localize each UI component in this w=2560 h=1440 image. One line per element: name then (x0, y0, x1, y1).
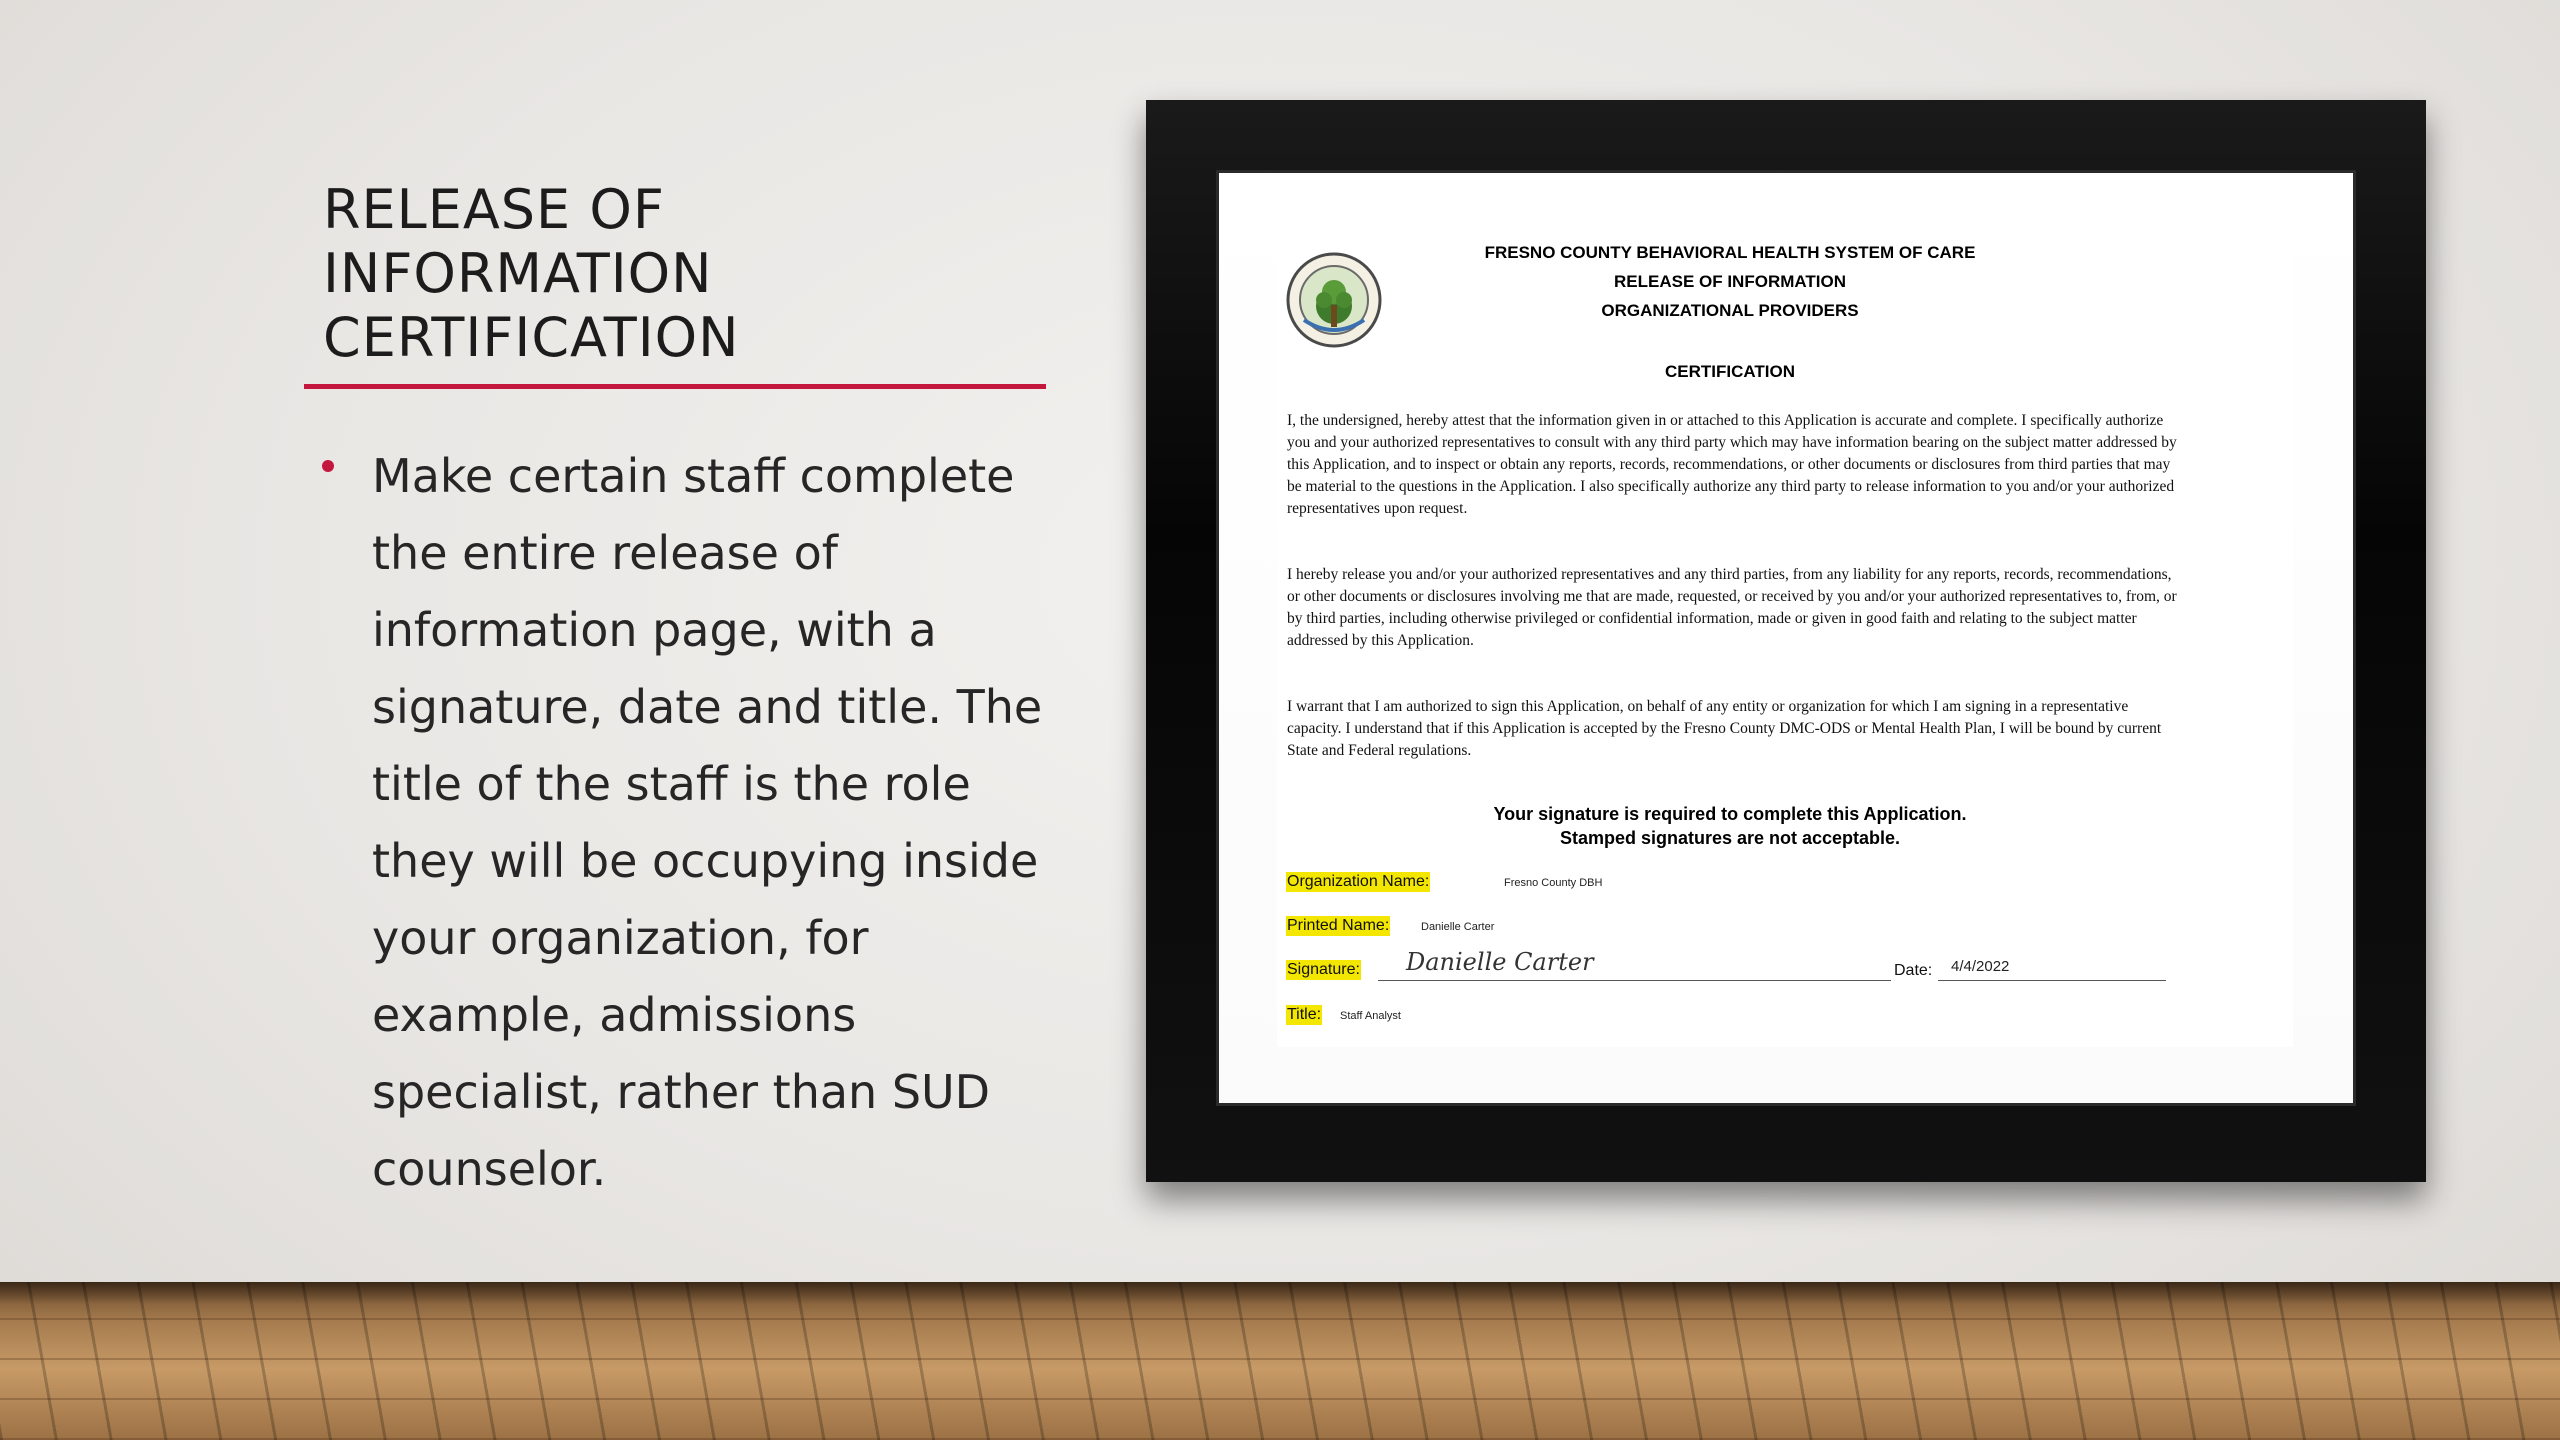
header-line: FRESNO COUNTY BEHAVIORAL HEALTH SYSTEM OF CARE (1484, 243, 1976, 262)
floor-shadow (0, 1282, 2560, 1304)
date-value: 4/4/2022 (1951, 958, 2010, 975)
certification-heading: CERTIFICATION (1664, 362, 1795, 381)
slide-title: RELEASE OF INFORMATION CERTIFICATION (323, 178, 740, 369)
county-seal-icon (1284, 250, 1384, 350)
signature-note-line: Your signature is required to complete this Application. (1493, 804, 1967, 824)
title-label: Title: (1287, 1006, 1322, 1023)
bullet-text: Make certain staff complete the entire release of information page, with a signature, date and title. The title of the staff is the role they will be occupying inside your organization, for example, admissions specialist, rather than SUD counselor. (372, 449, 1043, 1196)
date-label: Date: (1894, 962, 1933, 979)
signature-line (1378, 980, 1891, 981)
organization-name-value: Fresno County DBH (1504, 877, 1603, 889)
header-line: ORGANIZATIONAL PROVIDERS (1601, 301, 1859, 320)
document-header (1430, 238, 2030, 325)
organization-name-label: Organization Name: (1287, 873, 1430, 890)
handwritten-signature: Danielle Carter (1406, 948, 1594, 976)
bullet-marker (322, 460, 334, 472)
printed-name-label: Printed Name: (1287, 917, 1390, 934)
signature-label: Signature: (1287, 961, 1360, 978)
header-line: RELEASE OF INFORMATION (1613, 272, 1846, 291)
paragraph-warrant: I warrant that I am authorized to sign this Application, on behalf of any entity or organization for which I am signing in a representative capacity. I understand that if this Application is accepted by the Fresno County DMC-ODS or Mental Health Plan, I will be bound by current State and Federal regulations. (1287, 698, 2162, 759)
signature-note-line: Stamped signatures are not acceptable. (1559, 828, 1901, 848)
title-underline (304, 384, 1046, 389)
paragraph-release: I hereby release you and/or your authorized representatives and any third parties, from any liability for any reports, records, recommendations, or other documents or disclosures involving me that are made, requested, or received by you and/or your authorized representatives to, from, or by third parties, including otherwise privileged or confidential information, made or given in good faith and relating to the subject matter addressed by this Application. (1287, 566, 2177, 649)
paragraph-attestation: I, the undersigned, hereby attest that the information given in or attached to this Application is accurate and complete. I specifically authorize you and your authorized representatives to consult with any third party which may have information bearing on the subject matter addressed by this Application, and to inspect or obtain any reports, records, recommendations, or other documents or disclosures from third parties that may be material to the questions in the Application. I also specifically authorize any third party to release information to you and/or your authorized representatives upon request. (1287, 412, 2177, 517)
title-value: Staff Analyst (1340, 1010, 1401, 1022)
signature-requirement-note (1430, 802, 2030, 850)
date-line (1938, 980, 2166, 981)
printed-name-value: Danielle Carter (1421, 921, 1495, 933)
wood-floor (0, 1282, 2560, 1440)
